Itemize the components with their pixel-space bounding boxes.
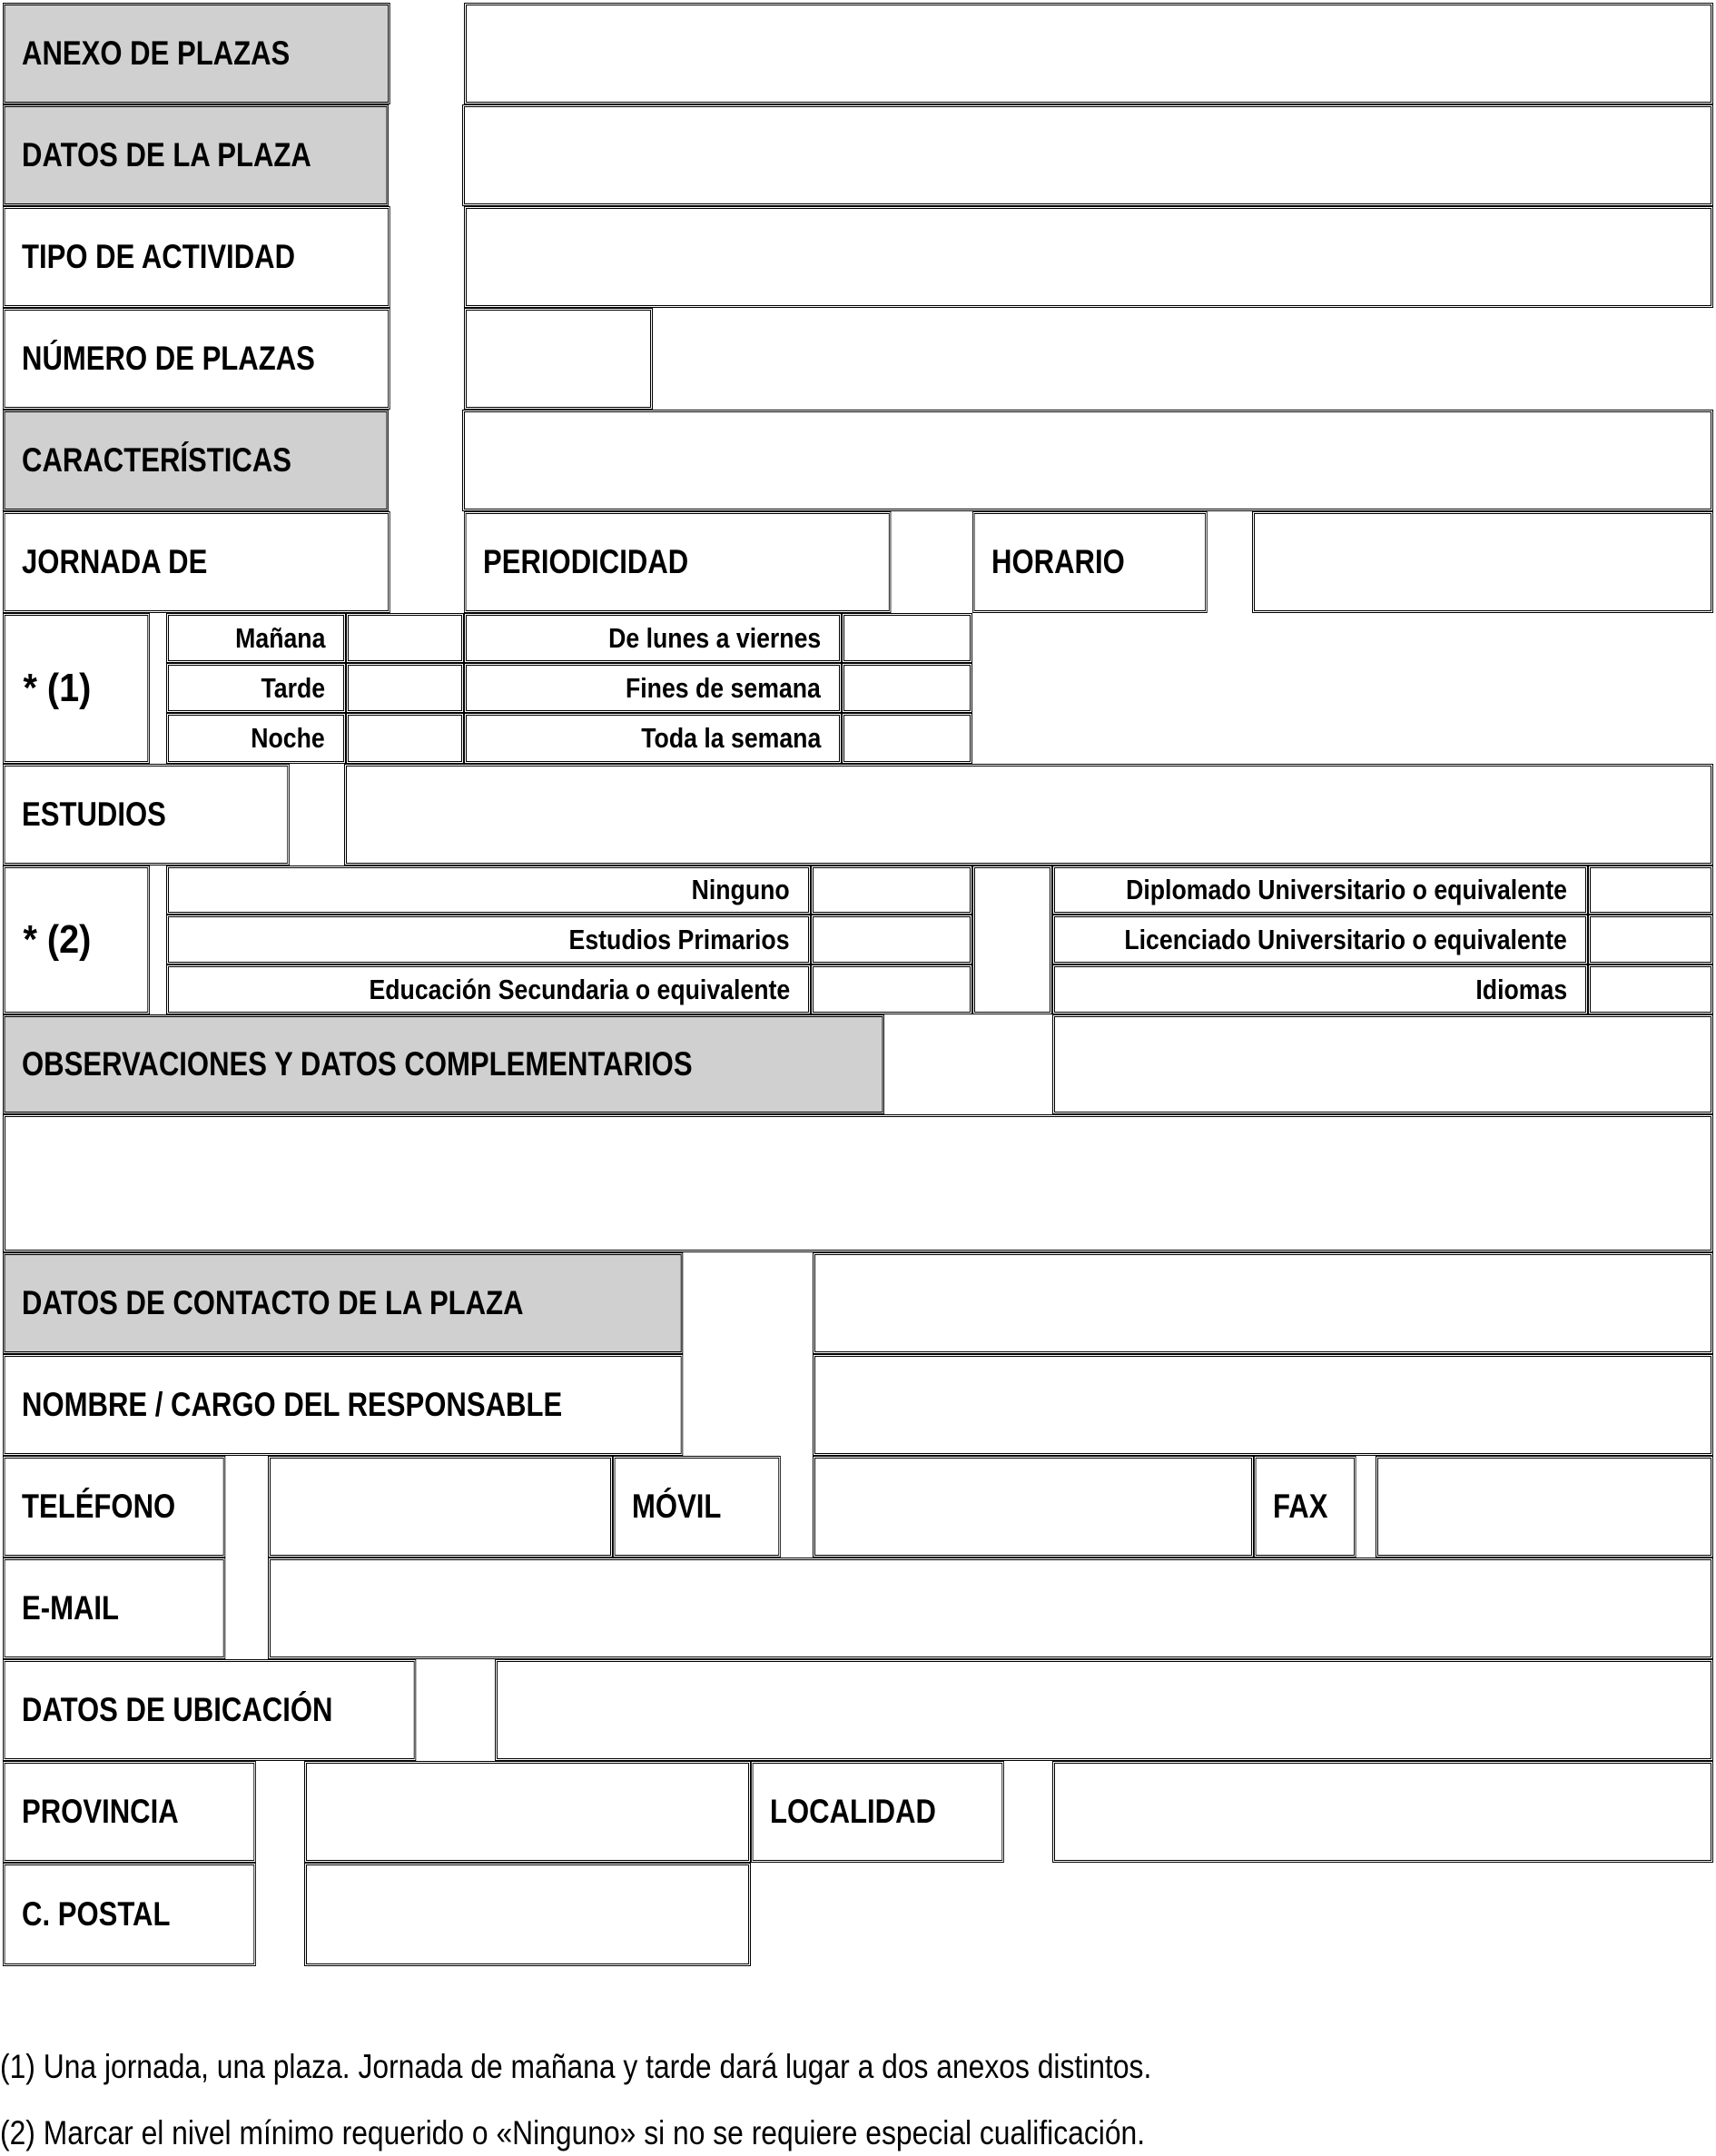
jornada-header	[3, 511, 390, 613]
estudios-ninguno-text: Ninguno	[691, 874, 790, 905]
periodicidad-header	[464, 511, 891, 613]
horario-text: HORARIO	[991, 543, 1125, 580]
provincia-text: PROVINCIA	[22, 1793, 179, 1830]
estudios-option-label	[166, 865, 811, 915]
ubicacion-text: DATOS DE UBICACIÓN	[22, 1691, 333, 1728]
responsable-field[interactable]	[813, 1354, 1713, 1456]
anexo-field[interactable]	[464, 3, 1713, 104]
fax-field[interactable]	[1376, 1456, 1713, 1558]
cpostal-text: C. POSTAL	[22, 1895, 171, 1933]
periodicidad-lv-text: De lunes a viernes	[607, 621, 821, 654]
tipo-actividad-field[interactable]	[464, 206, 1713, 308]
contacto-header-text: DATOS DE CONTACTO DE LA PLAZA	[22, 1284, 524, 1321]
jornada-option-label	[166, 613, 346, 663]
estudios-idiomas-text: Idiomas	[1475, 973, 1567, 1005]
telefono-field[interactable]	[268, 1456, 613, 1558]
estudios-option-label	[1052, 964, 1588, 1014]
jornada-option-label	[166, 713, 346, 764]
ubicacion-label	[3, 1659, 416, 1761]
jornada-marker-text: * (1)	[23, 666, 92, 710]
cpostal-label	[3, 1863, 256, 1966]
telefono-text: TELÉFONO	[22, 1488, 176, 1525]
jornada-tarde-checkbox[interactable]	[346, 663, 464, 713]
localidad-label	[751, 1761, 1004, 1863]
estudios-field[interactable]	[344, 764, 1713, 865]
estudios-option-label	[1052, 915, 1588, 964]
estudios-diplomado-checkbox[interactable]	[1588, 865, 1713, 915]
cpostal-field[interactable]	[304, 1863, 751, 1966]
anexo-text: ANEXO DE PLAZAS	[22, 35, 291, 72]
estudios-marker-text: * (2)	[23, 917, 92, 962]
estudios-licenciado-checkbox[interactable]	[1588, 915, 1713, 964]
contacto-field[interactable]	[813, 1252, 1713, 1354]
movil-field[interactable]	[813, 1456, 1254, 1558]
email-text: E-MAIL	[22, 1589, 120, 1627]
caracteristicas-text: CARACTERÍSTICAS	[22, 441, 291, 479]
datos-plaza-field[interactable]	[462, 104, 1713, 206]
localidad-text: LOCALIDAD	[770, 1793, 937, 1830]
fax-text: FAX	[1273, 1488, 1328, 1525]
responsable-label	[3, 1354, 683, 1456]
estudios-secundaria-text: Educación Secundaria o equivalente	[369, 973, 790, 1005]
footnote-2: (2) Marcar el nivel mínimo requerido o «Ninguno» si no se requiere especial cualificación.	[0, 2114, 1146, 2151]
periodicidad-ts-checkbox[interactable]	[842, 713, 972, 764]
tipo-actividad-label	[3, 206, 390, 308]
estudios-option-label	[166, 915, 811, 964]
estudios-primarios-text: Estudios Primarios	[569, 923, 790, 955]
fax-label	[1254, 1456, 1356, 1558]
periodicidad-ts-text: Toda la semana	[640, 722, 821, 754]
jornada-note-marker	[3, 613, 150, 764]
jornada-manana-text: Mañana	[234, 621, 325, 654]
estudios-secundaria-checkbox[interactable]	[811, 964, 972, 1014]
horario-label	[972, 511, 1208, 613]
periodicidad-option-label	[464, 713, 842, 764]
observaciones-header	[3, 1014, 884, 1114]
datos-plaza-text: DATOS DE LA PLAZA	[22, 136, 311, 173]
estudios-licenciado-text: Licenciado Universitario o equivalente	[1124, 923, 1567, 955]
observaciones-text: OBSERVACIONES Y DATOS COMPLEMENTARIOS	[22, 1045, 693, 1083]
periodicidad-header-text: PERIODICIDAD	[483, 543, 689, 580]
email-label	[3, 1558, 225, 1659]
provincia-field[interactable]	[304, 1761, 751, 1863]
jornada-tarde-text: Tarde	[261, 671, 325, 704]
observaciones-textarea[interactable]	[3, 1114, 1713, 1252]
estudios-idiomas-checkbox[interactable]	[1588, 964, 1713, 1014]
telefono-label	[3, 1456, 225, 1558]
jornada-manana-checkbox[interactable]	[346, 613, 464, 663]
anexo-label	[3, 3, 390, 104]
jornada-noche-checkbox[interactable]	[346, 713, 464, 764]
numero-plazas-label	[3, 308, 390, 410]
estudios-primarios-checkbox[interactable]	[811, 915, 972, 964]
footnote-1: (1) Una jornada, una plaza. Jornada de mañana y tarde dará lugar a dos anexos distintos.	[0, 2048, 1152, 2085]
contacto-header	[3, 1252, 683, 1354]
movil-text: MÓVIL	[632, 1488, 722, 1525]
estudios-ninguno-checkbox[interactable]	[811, 865, 972, 915]
periodicidad-option-label	[464, 663, 842, 713]
estudios-label	[3, 764, 290, 865]
estudios-option-label	[1052, 865, 1588, 915]
datos-plaza-header	[3, 104, 389, 206]
periodicidad-fs-checkbox[interactable]	[842, 663, 972, 713]
jornada-noche-text: Noche	[251, 722, 325, 754]
estudios-spacer	[972, 865, 1052, 1014]
email-field[interactable]	[268, 1558, 1713, 1659]
periodicidad-option-label	[464, 613, 842, 663]
jornada-header-text: JORNADA DE	[22, 543, 208, 580]
localidad-field[interactable]	[1052, 1761, 1713, 1863]
caracteristicas-field[interactable]	[462, 410, 1713, 511]
estudios-option-label	[166, 964, 811, 1014]
tipo-actividad-text: TIPO DE ACTIVIDAD	[22, 238, 296, 275]
estudios-text: ESTUDIOS	[22, 796, 166, 833]
numero-plazas-text: NÚMERO DE PLAZAS	[22, 340, 315, 377]
periodicidad-lv-checkbox[interactable]	[842, 613, 972, 663]
responsable-text: NOMBRE / CARGO DEL RESPONSABLE	[22, 1386, 563, 1423]
horario-field[interactable]	[1252, 511, 1713, 613]
periodicidad-fs-text: Fines de semana	[626, 671, 821, 704]
movil-label	[613, 1456, 781, 1558]
caracteristicas-header	[3, 410, 389, 511]
estudios-diplomado-text: Diplomado Universitario o equivalente	[1126, 874, 1567, 905]
provincia-label	[3, 1761, 256, 1863]
jornada-option-label	[166, 663, 346, 713]
estudios-note-marker	[3, 865, 150, 1014]
observaciones-side-field[interactable]	[1052, 1014, 1713, 1114]
ubicacion-field[interactable]	[495, 1659, 1713, 1761]
numero-plazas-field[interactable]	[464, 308, 653, 410]
